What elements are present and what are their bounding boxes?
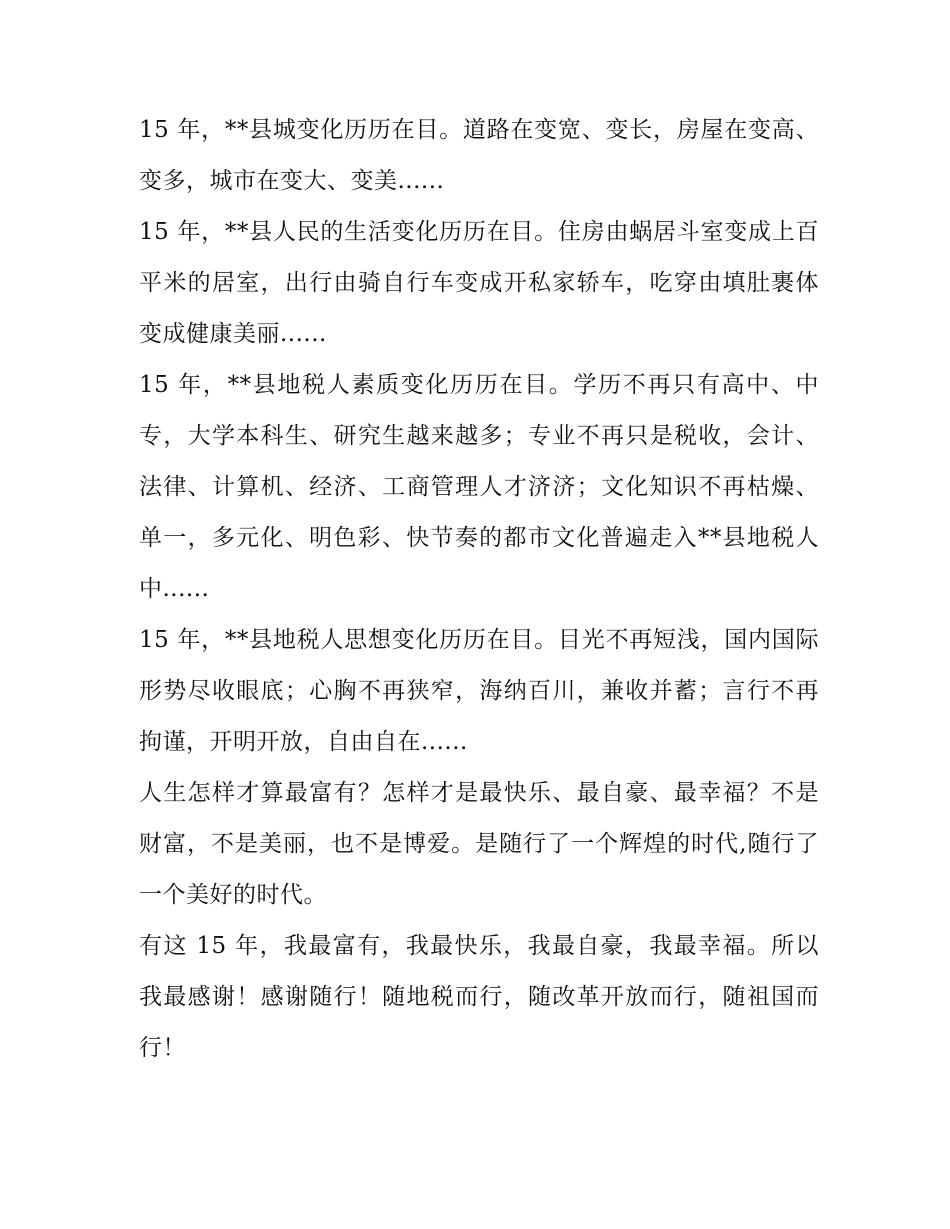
paragraph-staff-thinking: 15 年，**县地税人思想变化历历在目。目光不再短浅，国内国际形势尽收眼底；心胸不再狭窄，海纳百川，兼收并蓄；言行不再拘谨，开明开放，自由自在...... — [139, 627, 819, 755]
paragraph-county-change: 15 年，**县城变化历历在目。道路在变宽、变长，房屋在变高、变多，城市在变大、变美...... — [139, 117, 819, 194]
paragraph-gratitude: 有这 15 年，我最富有，我最快乐，我最自豪，我最幸福。所以我最感谢！感谢随行！随地税而行，随改革开放而行，随祖国而行！ — [139, 933, 819, 1061]
paragraph-life-question: 人生怎样才算最富有？怎样才是最快乐、最自豪、最幸福？不是财富，不是美丽，也不是博爱。是随行了一个辉煌的时代,随行了一个美好的时代。 — [139, 780, 819, 908]
paragraph-people-life: 15 年，**县人民的生活变化历历在目。住房由蜗居斗室变成上百平米的居室，出行由骑自行车变成开私家轿车，吃穿由填肚裹体变成健康美丽...... — [139, 219, 819, 347]
document-body — [139, 105, 819, 1074]
paragraph-staff-quality: 15 年，**县地税人素质变化历历在目。学历不再只有高中、中专，大学本科生、研究生越来越多；专业不再只是税收，会计、法律、计算机、经济、工商管理人才济济；文化知识不再枯燥、单一，多元化、明色彩、快节奏的都市文化普遍走入**县地税人中...... — [139, 372, 819, 602]
